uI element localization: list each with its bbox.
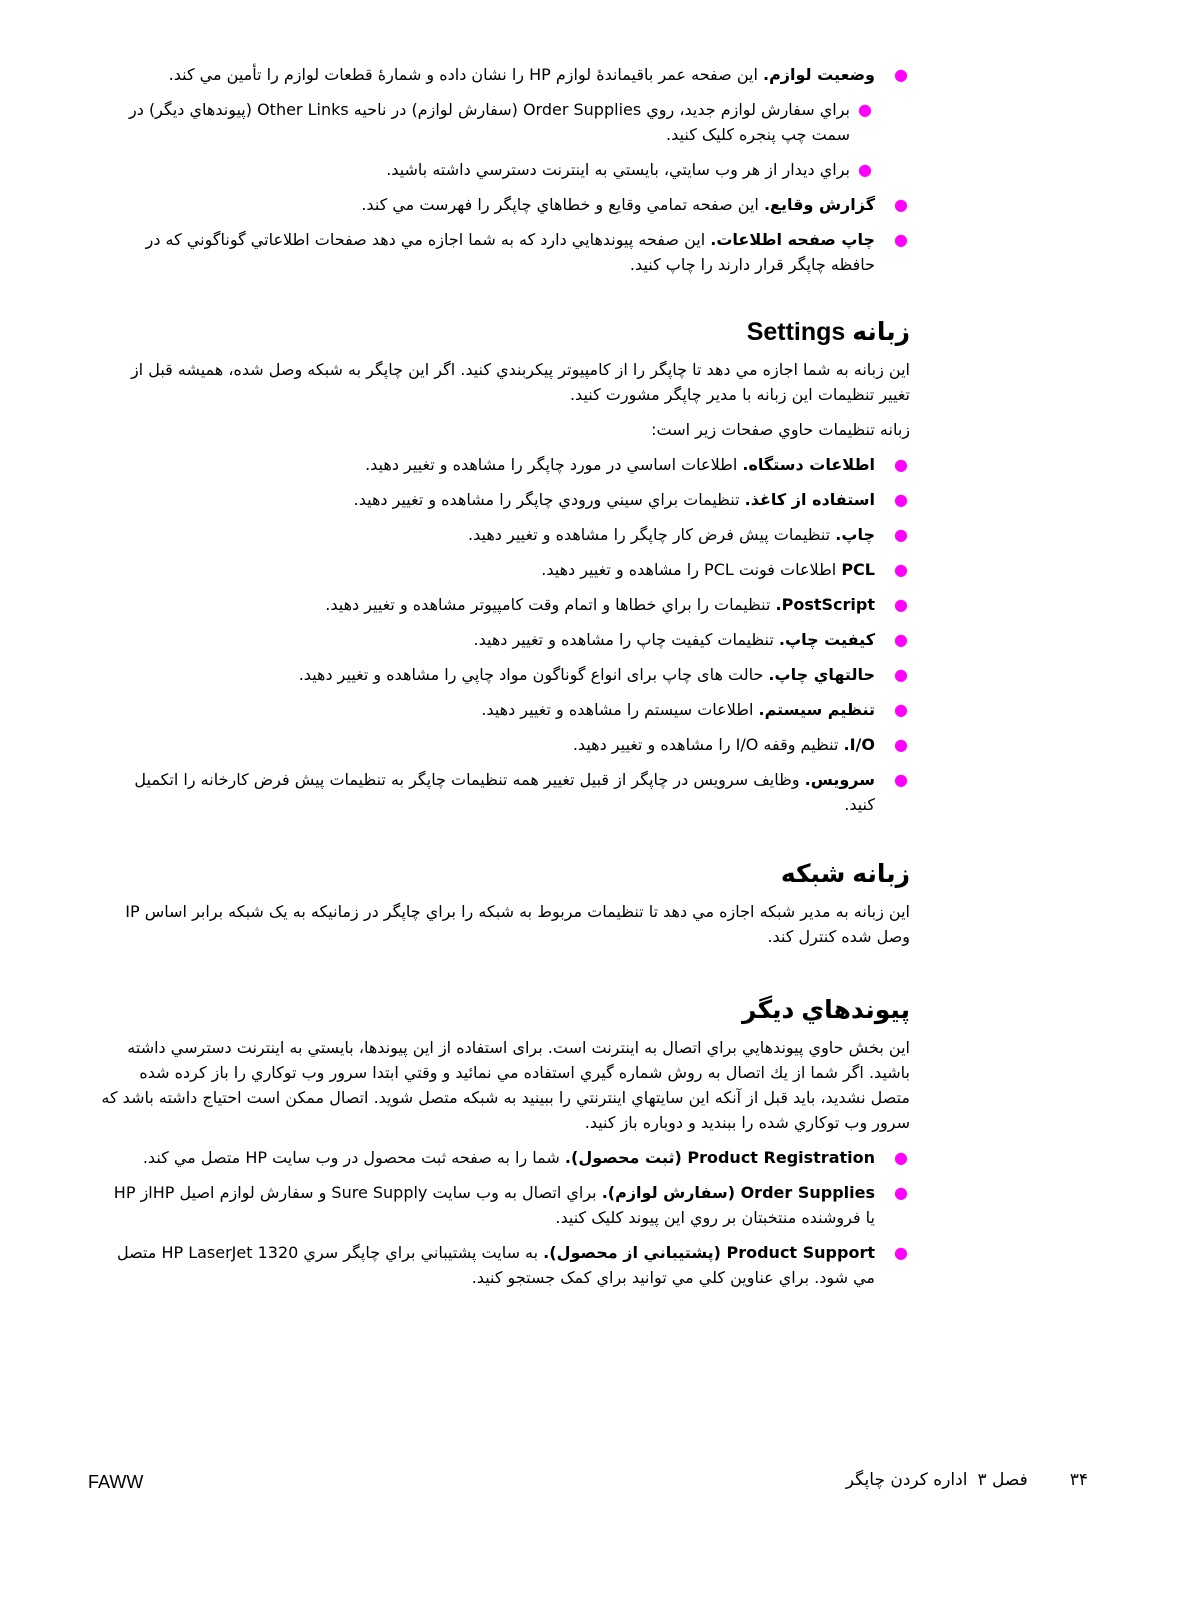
bullet-icon: ●: [894, 770, 908, 789]
network-text: اين زبانه به مدير شبكه اجازه مي دهد تا تنظيمات مربوط به شبكه را براي چاپگر در زمانيكه به يک شبكه برابر اساس IP وصل شده كنترل كند.: [125, 902, 910, 946]
page-number: ۳۴: [1069, 1470, 1088, 1490]
bullet-icon: ●: [894, 455, 908, 474]
list-item: ● I/O. تنظيم وقفه I/O را مشاهده و تغيير دهيد.: [100, 732, 910, 757]
bullet-icon: ●: [894, 490, 908, 509]
bullet-icon: ●: [858, 160, 872, 179]
bullet-icon: ●: [894, 1243, 908, 1262]
list-item: ● حالتهاي چاپ. حالت هاى چاپ براى انواع گوناگون مواد چاپي را مشاهده و تغيير دهيد.: [100, 662, 910, 687]
list-item: ● چاپ صفحه اطلاعات. اين صفحه پيوندهايي دارد كه به شما اجازه مي دهد صفحات اطلاعاتي گوناگوني كه در حافظه چاپگر قرار دارند را چاپ كنيد.: [100, 227, 910, 277]
list-item: ● PostScript. تنظيمات را براي خطاها و اتمام وقت كامپيوتر مشاهده و تغيير دهيد.: [100, 592, 910, 617]
links-list: [100, 1145, 910, 1290]
bullet-icon: ●: [894, 230, 908, 249]
bullet-icon: ●: [894, 665, 908, 684]
list-item: ● سرويس. وظايف سرويس در چاپگر از قبيل تغيير همه تنظيمات چاپگر به تنظيمات پيش فرض كارخانه را اتكميل كنيد.: [100, 767, 910, 817]
list-item: ● Product Support (پشتيباني از محصول). به سايت پشتيباني براي چاپگر سري HP LaserJet 1320 متصل مي شود. براي عناوين كلي مي توانيد براي كمک جستجو كنيد.: [100, 1240, 910, 1290]
bullet-icon: ●: [894, 735, 908, 754]
bullet-icon: ●: [858, 100, 872, 119]
bullet-icon: ●: [894, 195, 908, 214]
bullet-icon: ●: [894, 560, 908, 579]
page-content: [100, 62, 910, 1300]
chapter-title: اداره كردن چاپگر: [845, 1470, 968, 1490]
list-item: ● گزارش وقايع. اين صفحه تمامي وقايع و خطاهاي چاپگر را فهرست مي كند.: [100, 192, 910, 217]
list-item: ● براي ديدار از هر وب سايتي، بايستي به اينترنت دسترسي داشته باشيد.: [100, 157, 910, 182]
network-heading: زبانه شبكه: [780, 860, 910, 888]
bullet-icon: ●: [894, 1183, 908, 1202]
chapter-label: فصل ۳: [977, 1470, 1028, 1490]
list-item: ● تنظيم سيستم. اطلاعات سيستم را مشاهده و تغيير دهيد.: [100, 697, 910, 722]
list-item: ● Product Registration (ثبت محصول). شما را به صفحه ثبت محصول در وب سايت HP متصل مي كند.: [100, 1145, 910, 1170]
list-item: ● PCL اطلاعات فونت PCL را مشاهده و تغيير دهيد.: [100, 557, 910, 582]
list-item: ● چاپ. تنظيمات پيش فرض كار چاپگر را مشاهده و تغيير دهيد.: [100, 522, 910, 547]
bullet-icon: ●: [894, 595, 908, 614]
list-item: ● براي سفارش لوازم جديد، روي Order Supplies (سفارش لوازم) در ناحيه Other Links (پيوندهاي ديگر) در سمت چپ پنجره كليک کنيد.: [100, 97, 910, 147]
list-item: ● Order Supplies (سفارش لوازم). براي اتصال به وب سايت Sure Supply و سفارش لوازم اصيل HPاز HP يا فروشنده منتخبتان بر روي اين پيوند كليک كنيد.: [100, 1180, 910, 1230]
bullet-icon: ●: [894, 700, 908, 719]
links-text: اين بخش حاوي پيوندهايي براي اتصال به اينترنت است. براى استفاده از اين پيوندها، بايستي به اينترنت دسترسي داشته باشيد. اگر شما از يك اتصال به روش شماره گيري استفاده مي نمائيد و وقتي ابتدا سرور وب توكاري را باز كرده شده متصل نشديد، بايد قبل از آنكه اين سايتهاي اينترنتي را ببينيد به شبكه متصل شويد. اتصال ممكن است احتياج داشته باشد كه سرور وب توكاري شده را ببنديد و دوباره باز كنيد.: [101, 1038, 910, 1132]
footer-label: FAWW: [88, 1472, 144, 1492]
list-item: ● اطلاعات دستگاه. اطلاعات اساسي در مورد چاپگر را مشاهده و تغيير دهيد.: [100, 452, 910, 477]
settings-list: [100, 452, 910, 817]
settings-intro: اين زبانه به شما اجازه مي دهد تا چاپگر را از كامپيوتر پيكربندي كنيد. اگر اين چاپگر به شبكه وصل شده، هميشه قبل از تغيير تنظيمات اين زبانه با مدير چاپگر مشورت كنيد.: [130, 360, 910, 404]
bullet-icon: ●: [894, 630, 908, 649]
footer-chapter: [846, 1470, 1088, 1490]
settings-heading: زبانه Settings: [746, 318, 910, 346]
settings-lead: زبانه تنظيمات حاوي صفحات زير است:: [651, 420, 910, 439]
bullet-icon: ●: [894, 65, 908, 84]
bullet-icon: ●: [894, 1148, 908, 1167]
list-item: ● كيفيت چاپ. تنظيمات كيفيت چاپ را مشاهده و تغيير دهيد.: [100, 627, 910, 652]
bullet-icon: ●: [894, 525, 908, 544]
links-heading: پيوندهاي ديگر: [742, 996, 910, 1024]
status-list: [100, 62, 910, 277]
list-item: ● وضعيت لوازم. اين صفحه عمر باقيماندهٔ لوازم HP را نشان داده و شمارهٔ قطعات لوازم را تأمين مي كند.: [100, 62, 910, 87]
list-item: ● استفاده از كاغذ. تنظيمات براي سيني ورودي چاپگر را مشاهده و تغيير دهيد.: [100, 487, 910, 512]
